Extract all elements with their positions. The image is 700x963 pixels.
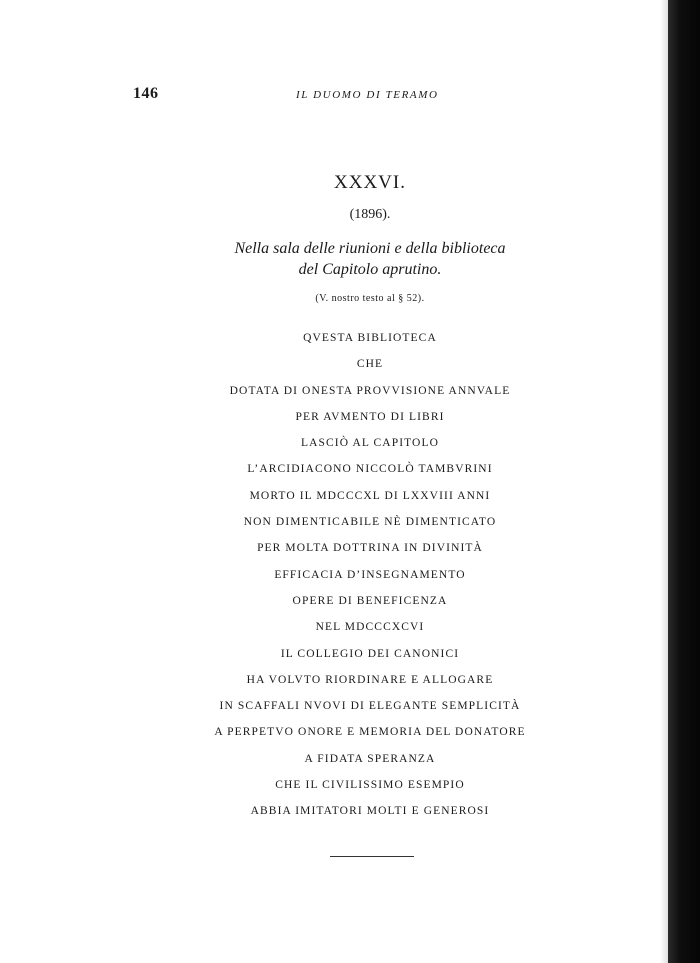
inscription-line: L’ARCIDIACONO NICCOLÒ TAMBVRINI [247, 463, 493, 476]
text-reference: (V. nostro testo al § 52). [315, 293, 425, 304]
running-head: IL DUOMO DI TERAMO [296, 89, 439, 101]
scan-edge-shadow [660, 0, 668, 963]
inscription-line: NON DIMENTICABILE NÈ DIMENTICATO [243, 516, 497, 529]
inscription-line: MORTO IL MDCCCXL DI LXXVIII ANNI [249, 489, 491, 502]
inscription-line: ABBIA IMITATORI MOLTI E GENEROSI [250, 805, 490, 818]
inscription-line: DOTATA DI ONESTA PROVVISIONE ANNVALE [229, 384, 511, 397]
inscription-line: LASCIÒ AL CAPITOLO [300, 437, 439, 450]
inscription-line: PER MOLTA DOTTRINA IN DIVINITÀ [257, 542, 483, 555]
inscription-line: NEL MDCCCXCVI [315, 621, 425, 634]
inscription-line: HA VOLVTO RIORDINARE E ALLOGARE [246, 673, 494, 686]
scan-dark-margin [668, 0, 700, 963]
inscription-line: IN SCAFFALI NVOVI DI ELEGANTE SEMPLICITÀ [219, 700, 521, 713]
inscription-line: A FIDATA SPERANZA [304, 752, 436, 765]
section-number: XXXVI. [334, 172, 406, 193]
inscription-line: QVESTA BIBLIOTECA [303, 332, 437, 344]
inscription-line: PER AVMENTO DI LIBRI [295, 410, 445, 423]
inscription-line: OPERE DI BENEFICENZA [292, 594, 448, 607]
location-caption-line: del Capitolo aprutino. [298, 261, 442, 278]
inscription-line: CHE IL CIVILISSIMO ESEMPIO [275, 779, 465, 792]
inscription-text [0, 328, 700, 828]
inscription-year: (1896). [349, 207, 391, 222]
inscription-line: A PERPETVO ONORE E MEMORIA DEL DONATORE [214, 726, 526, 739]
inscription-line: EFFICACIA D’INSEGNAMENTO [274, 568, 466, 581]
closing-rule [330, 856, 414, 857]
inscription-line: IL COLLEGIO DEI CANONICI [280, 647, 460, 660]
page-number: 146 [133, 85, 159, 102]
inscription-line: CHE [356, 358, 384, 371]
location-caption-line: Nella sala delle riunioni e della biblioteca [234, 240, 506, 257]
